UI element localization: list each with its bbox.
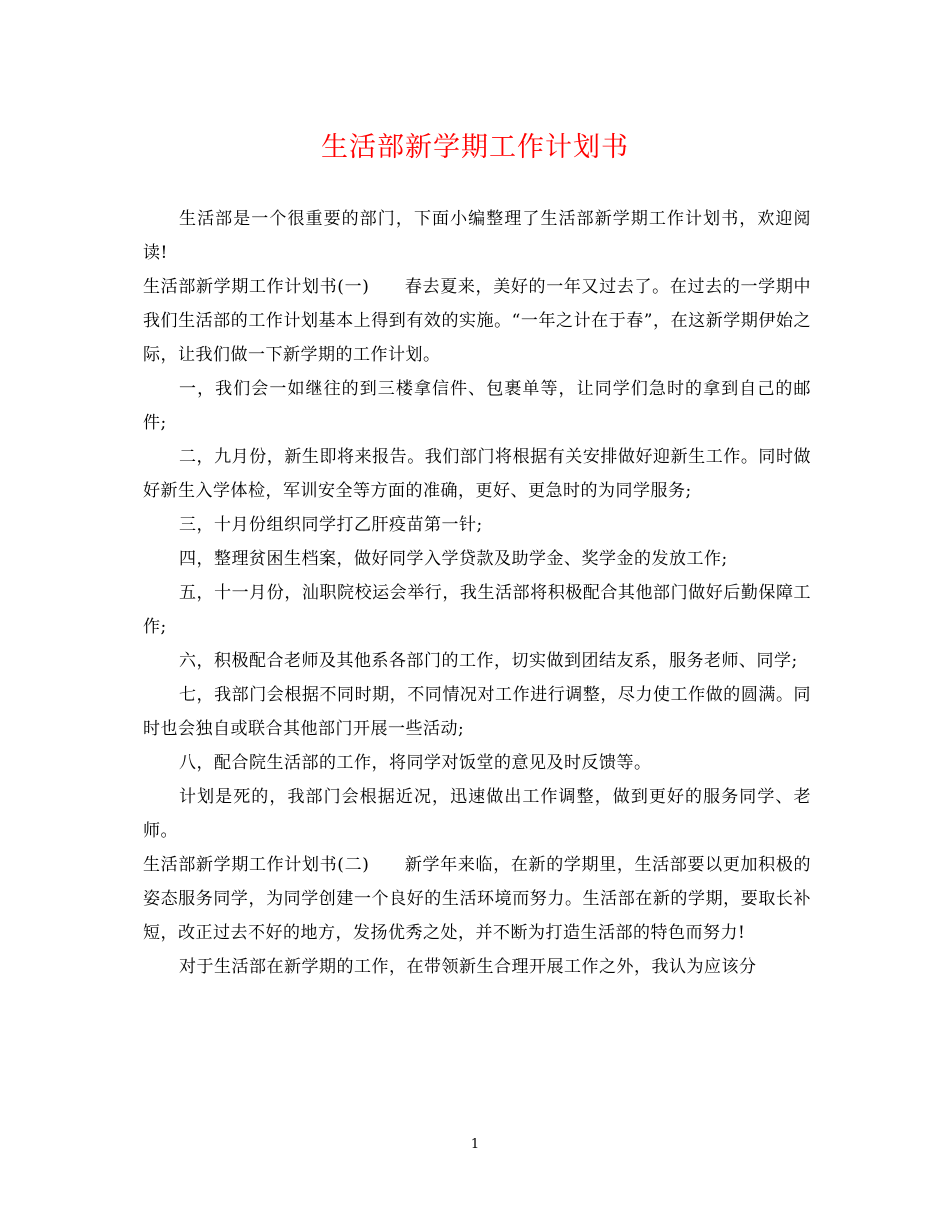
paragraph-item-7: 七，我部门会根据不同时期，不同情况对工作进行调整，尽力使工作做的圆满。同时也会独自或联合其他部门开展一些活动; [143, 685, 811, 739]
paragraph-item-6: 六，积极配合老师及其他系各部门的工作，切实做到团结友系，服务老师、同学; [179, 651, 798, 671]
paragraph-item-1: 一，我们会一如继往的到三楼拿信件、包裹单等，让同学们急时的拿到自己的邮件; [143, 379, 811, 433]
document-body [143, 202, 811, 984]
paragraph-plan-one-heading: 生活部新学期工作计划书(一) 春去夏来，美好的一年又过去了。在过去的一学期中我们生活部的工作计划基本上得到有效的实施。“一年之计在于春”，在这新学期伊始之际，让我们做一下新学期的工作计划。 [143, 277, 811, 365]
paragraph-item-2: 二，九月份，新生即将来报告。我们部门将根据有关安排做好迎新生工作。同时做好新生入学体检，军训安全等方面的准确，更好、更急时的为同学服务; [143, 447, 811, 501]
paragraph-intro: 生活部是一个很重要的部门，下面小编整理了生活部新学期工作计划书，欢迎阅读! [143, 209, 811, 263]
page-number: 1 [470, 1137, 480, 1152]
paragraph-item-3: 三，十月份组织同学打乙肝疫苗第一针; [179, 515, 483, 535]
paragraph-item-5: 五，十一月份，汕职院校运会举行，我生活部将积极配合其他部门做好后勤保障工作; [143, 583, 811, 637]
paragraph-conclusion: 计划是死的，我部门会根据近况，迅速做出工作调整，做到更好的服务同学、老师。 [143, 787, 811, 841]
paragraph-continuation: 对于生活部在新学期的工作，在带领新生合理开展工作之外，我认为应该分 [179, 957, 757, 977]
paragraph-item-4: 四，整理贫困生档案，做好同学入学贷款及助学金、奖学金的发放工作; [179, 549, 728, 569]
paragraph-item-8: 八，配合院生活部的工作，将同学对饭堂的意见及时反馈等。 [179, 753, 652, 773]
paragraph-plan-two-heading: 生活部新学期工作计划书(二) 新学年来临，在新的学期里，生活部要以更加积极的姿态服务同学，为同学创建一个良好的生活环境而努力。生活部在新的学期，要取长补短，改正过去不好的地方，发扬优秀之处，并不断为打造生活部的特色而努力! [143, 855, 811, 943]
page-title: 生活部新学期工作计划书 [321, 132, 629, 163]
